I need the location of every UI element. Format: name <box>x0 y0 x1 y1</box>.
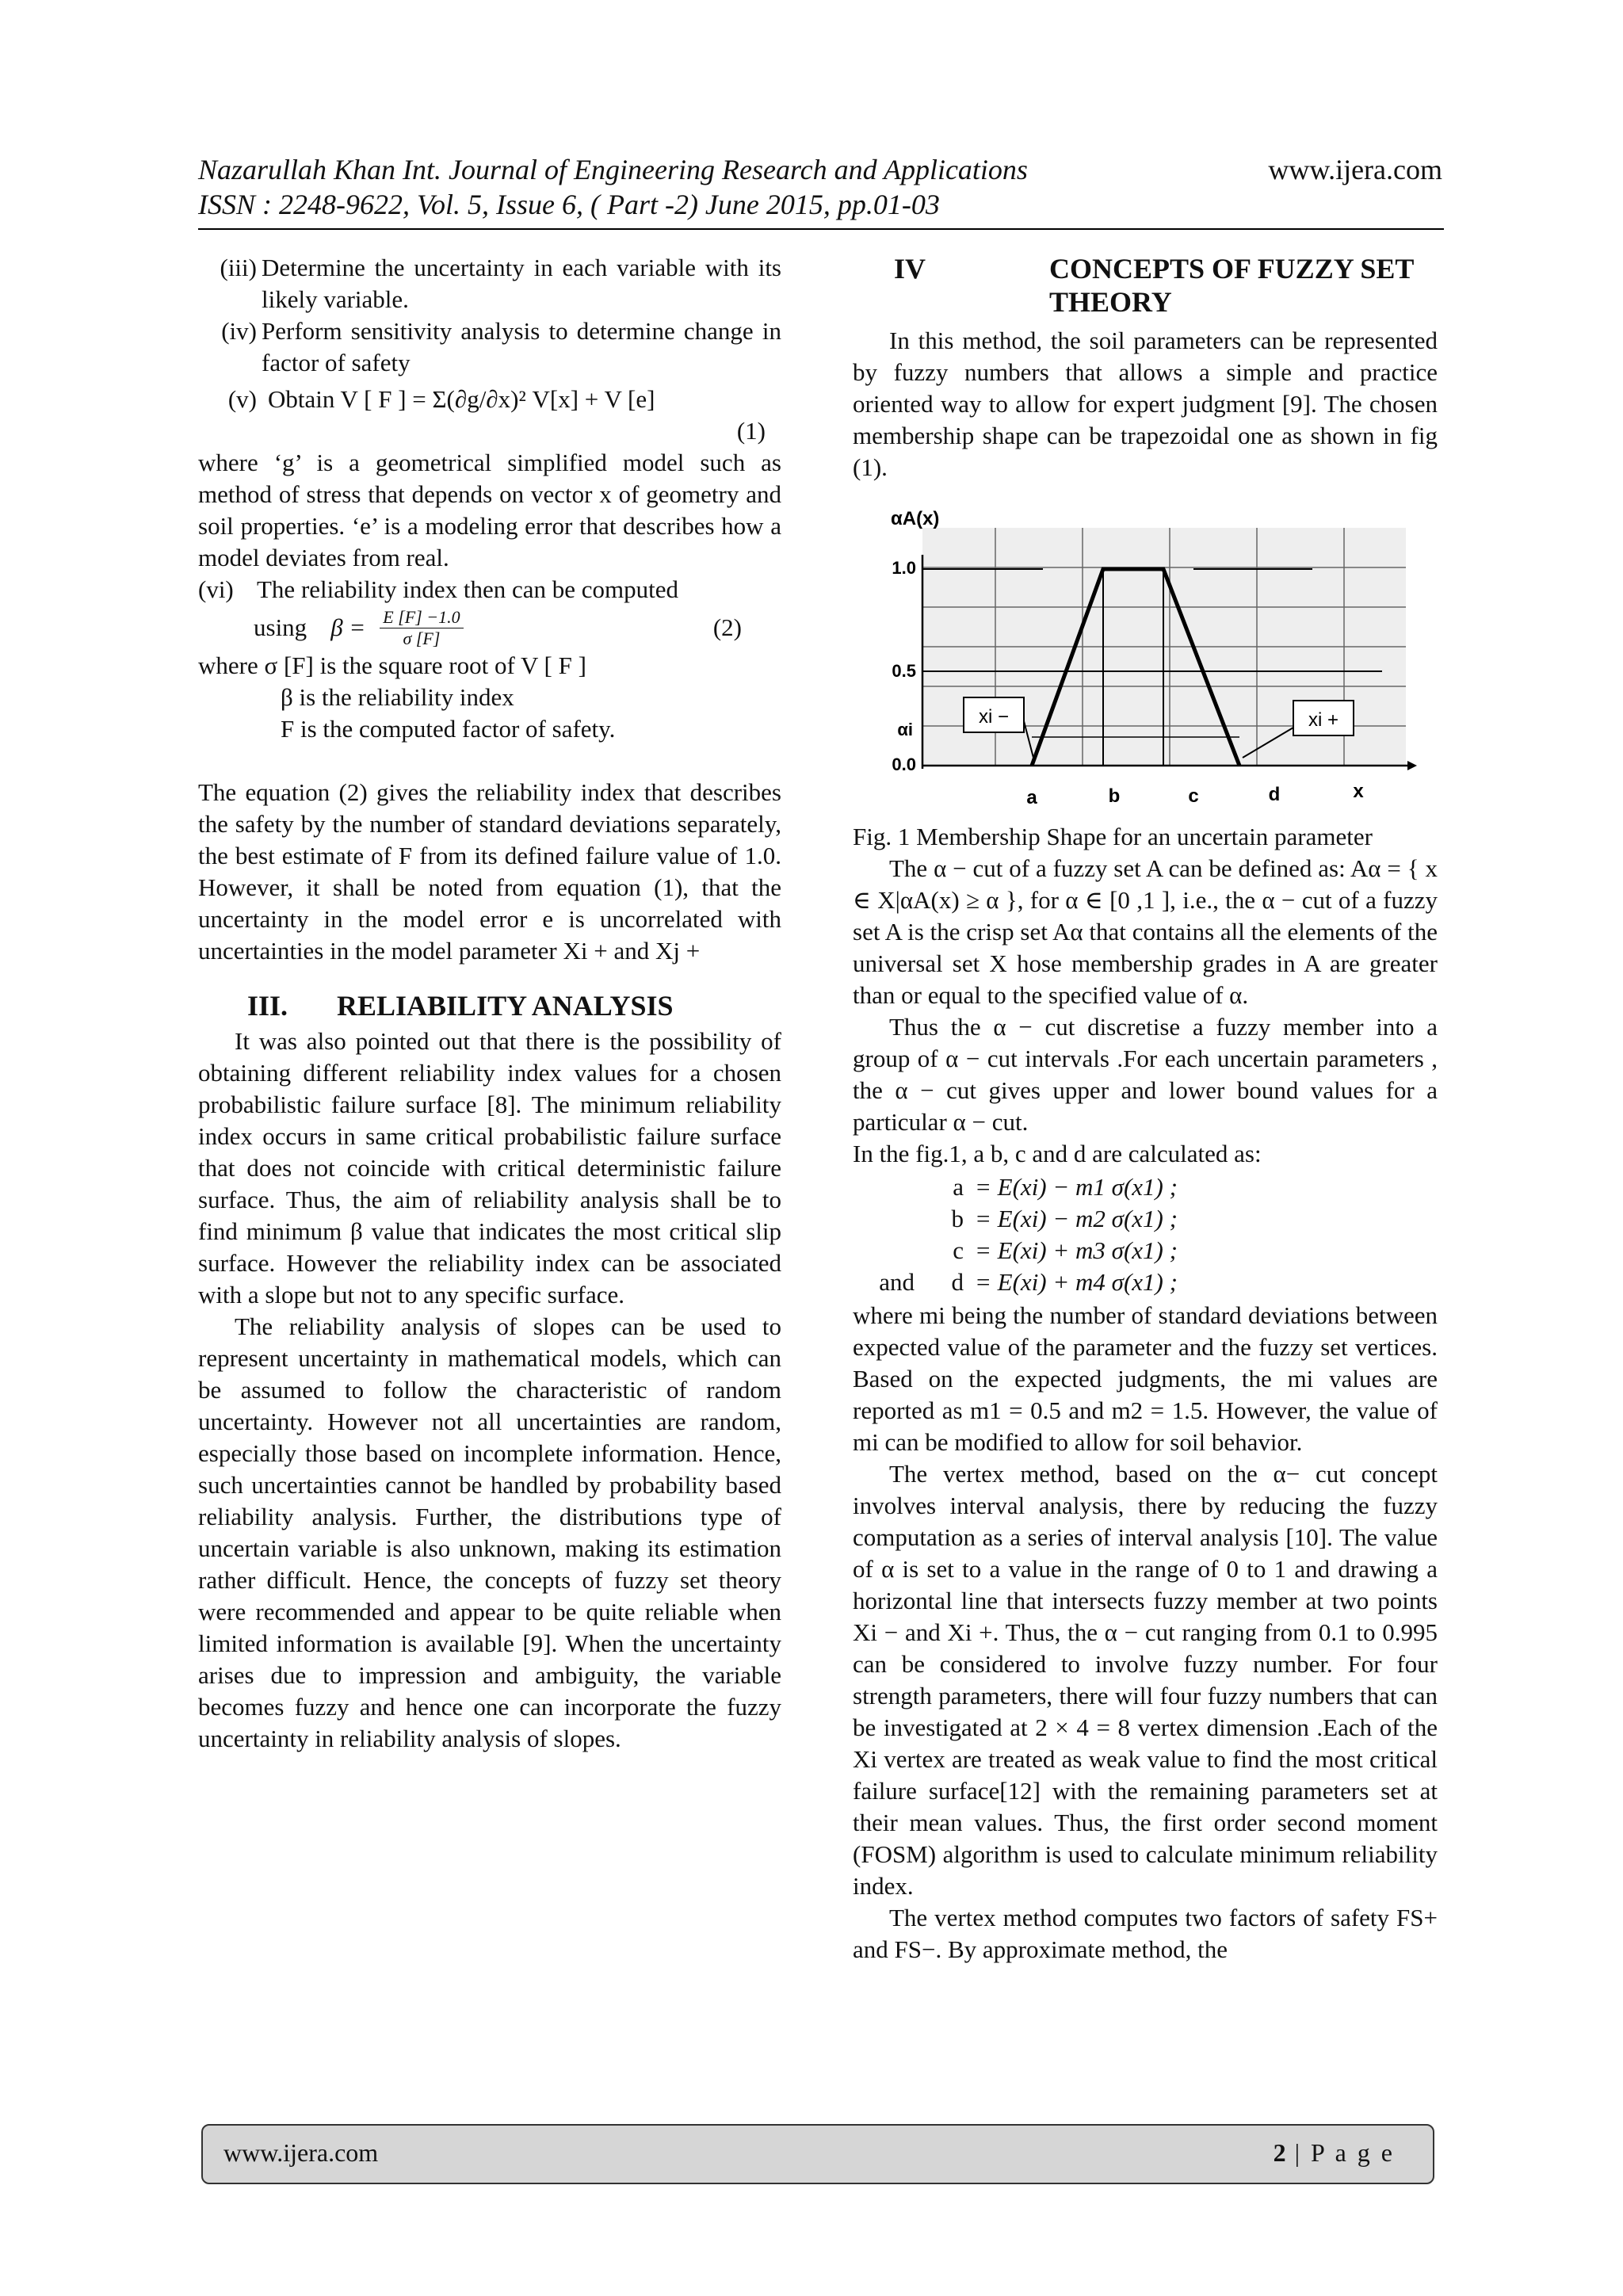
list-item-text: The reliability index then can be computed <box>257 575 678 603</box>
paragraph: The α − cut of a fuzzy set A can be defined as: Aα = { x ∈ X|αA(x) ≥ α }, for α ∈ [0 ,1 ], i.e., the α − cut of a fuzzy set A is the crisp set Aα that contains all the elements of the universal set X hose membership grades in A are greater than or equal to the specified value of α. <box>853 854 1438 1009</box>
list-item-number: (vi) <box>198 575 234 603</box>
header-issn-line: ISSN : 2248-9622, Vol. 5, Issue 6, ( Part -2) June 2015, pp.01-03 <box>198 189 940 220</box>
header-rule <box>198 228 1444 230</box>
x-axis-arrow-icon <box>1407 761 1417 770</box>
xi-minus-label: xi − <box>978 706 1010 728</box>
right-column <box>853 252 1438 1966</box>
list-item-number: (v) <box>227 385 257 413</box>
list-item <box>198 574 781 606</box>
list-item-text: Determine the uncertainty in each variable with its likely variable. <box>262 254 781 313</box>
list-item-number: (iii) <box>220 254 257 281</box>
x-tick: a <box>1026 787 1037 808</box>
equation-row <box>853 1171 1438 1203</box>
equation-row <box>853 1235 1438 1266</box>
equation-label: a <box>953 1173 964 1201</box>
page-number-value: 2 <box>1273 2138 1286 2167</box>
where-line: F is the computed factor of safety. <box>281 715 616 743</box>
paragraph: The vertex method, based on the α− cut concept involves interval analysis, there by reducing the fuzzy computation as a series of interval analysis [10]. The value of α is set to a value in the range of 0 to 1 and drawing a horizontal line that intersects fuzzy member at two points Xi − and Xi +. Thus, the α − cut ranging from 0.1 to 0.995 can be considered to involve fuzzy number. For four strength parameters, there will four fuzzy numbers that can be investigated at 2 × 4 = 8 vertex dimension .Each of the Xi vertex are treated as weak value to find the most critical failure surface[12] with the remaining parameters set at their mean values. Thus, the first order second moment (FOSM) algorithm is used to calculate minimum reliability index. <box>853 1460 1438 1900</box>
header-journal-line: Nazarullah Khan Int. Journal of Engineering Research and Applications <box>198 154 1028 185</box>
equation-1: Obtain V [ F ] = Σ(∂g/∂x)² V[x] + V [e] <box>268 385 655 413</box>
fraction-numerator: E [F] −1.0 <box>380 607 463 628</box>
equation: = E(xi) + m4 σ(x1) ; <box>975 1268 1178 1296</box>
y-axis-label: αA(x) <box>891 508 940 529</box>
paragraph: where ‘g’ is a geometrical simplified model such as method of stress that depends on vector x of geometry and soil properties. ‘e’ is a modeling error that describes how a model deviates from real. <box>198 449 781 571</box>
footer-url: www.ijera.com <box>223 2138 379 2167</box>
header-url: www.ijera.com <box>1268 154 1442 185</box>
equation-number: (2) <box>712 613 742 641</box>
left-column <box>198 252 781 1755</box>
equation: = E(xi) − m2 σ(x1) ; <box>975 1205 1178 1232</box>
x-tick: c <box>1188 785 1199 807</box>
where-line: β is the reliability index <box>281 683 514 711</box>
page-word: | P a g e <box>1294 2138 1395 2167</box>
page-footer <box>201 2124 1434 2184</box>
figure-caption: Fig. 1 Membership Shape for an uncertain parameter <box>853 823 1373 850</box>
list-item-text: Perform sensitivity analysis to determine change in factor of safety <box>262 317 781 376</box>
page-number <box>1274 2138 1395 2168</box>
running-header <box>198 152 1442 222</box>
equation: = E(xi) − m1 σ(x1) ; <box>975 1173 1178 1201</box>
paragraph: The vertex method computes two factors of safety FS+ and FS−. By approximate method, the <box>853 1904 1438 1963</box>
equation-2 <box>198 606 781 650</box>
section-title: RELIABILITY ANALYSIS <box>337 990 674 1022</box>
fraction-denominator: σ [F] <box>403 628 441 648</box>
where-line: where σ [F] is the square root of V [ F ] <box>198 651 586 679</box>
paragraph: In the fig.1, a b, c and d are calculated as: <box>853 1140 1262 1167</box>
x-tick: d <box>1268 784 1281 805</box>
fraction <box>380 607 463 649</box>
paragraph: The reliability analysis of slopes can be used to represent uncertainty in mathematical models, which can be assumed to follow the characteristic of random uncertainty. However not all uncertainties are random, especially those based on incomplete information. Hence, such uncertainties cannot be handled by probability based reliability analysis. Further, the distributions type of uncertain variable is also unknown, making its estimation rather difficult. Hence, the concepts of fuzzy set theory were recommended and appear to be quite reliable when limited information is available [9]. When the uncertainty arises due to impression and ambiguity, the variable becomes fuzzy and hence one can incorporate the fuzzy uncertainty in reliability analysis of slopes. <box>198 1312 781 1752</box>
list-item-number: (iv) <box>221 317 257 345</box>
paragraph: It was also pointed out that there is the possibility of obtaining different reliability index values for a chosen probabilistic failure surface [8]. The minimum reliability index occurs in same critical probabilistic failure surface that does not coincide with critical deterministic failure surface. Thus, the aim of reliability analysis shall be to find minimum β value that indicates the most critical slip surface. However the reliability index can be associated with a slope but not to any specific surface. <box>198 1027 781 1308</box>
list-item <box>198 252 781 315</box>
vertex-equations <box>853 1171 1438 1298</box>
section-number: III. <box>247 990 288 1022</box>
xi-plus-label: xi + <box>1308 709 1339 731</box>
paragraph: Thus the α − cut discretise a fuzzy member into a group of α − cut intervals .For each uncertain parameters , the α − cut gives upper and lower bound values for a particular α − cut. <box>853 1013 1438 1136</box>
list-item <box>198 315 781 379</box>
equation: = E(xi) + m3 σ(x1) ; <box>975 1236 1178 1264</box>
section-title: CONCEPTS OF FUZZY SET THEORY <box>1049 253 1414 318</box>
equation-label: b <box>951 1205 964 1232</box>
paragraph: where mi being the number of standard deviations between expected value of the parameter and the fuzzy set vertices. Based on the expected judgments, the mi values are reported as m1 = 0.5 and m2 = 1.5. However, the value of mi can be modified to allow for soil behavior. <box>853 1301 1438 1456</box>
x-tick: b <box>1108 785 1121 807</box>
y-tick: 1.0 <box>892 558 916 578</box>
equation-label: and d <box>879 1268 964 1296</box>
equation-number: (1) <box>736 417 766 445</box>
y-tick: αi <box>897 720 913 739</box>
section-heading <box>853 252 1438 319</box>
section-number: IV <box>894 253 926 285</box>
list-item-equation-1 <box>198 384 781 415</box>
membership-figure <box>853 491 1438 816</box>
equation-row <box>853 1203 1438 1235</box>
y-tick: 0.0 <box>892 755 916 774</box>
equation-label: c <box>953 1236 964 1264</box>
paragraph: In this method, the soil parameters can be represented by fuzzy numbers that allows a simple and practice oriented way to allow for expert judgment [9]. The chosen membership shape can be trapezoidal one as shown in fig (1). <box>853 327 1438 481</box>
paragraph: The equation (2) gives the reliability index that describes the safety by the number of standard deviations separately, the best estimate of F from its defined failure value of 1.0. However, it shall be noted from equation (1), that the uncertainty in the model error e is uncorrelated with uncertainties in the model parameter Xi + and Xj + <box>198 778 781 965</box>
y-tick: 0.5 <box>892 661 916 681</box>
equation-text: using <box>254 613 307 641</box>
x-axis-label: x <box>1353 781 1364 802</box>
section-heading <box>198 989 781 1022</box>
equation-row <box>853 1266 1438 1298</box>
equation-lhs: β = <box>330 613 366 641</box>
